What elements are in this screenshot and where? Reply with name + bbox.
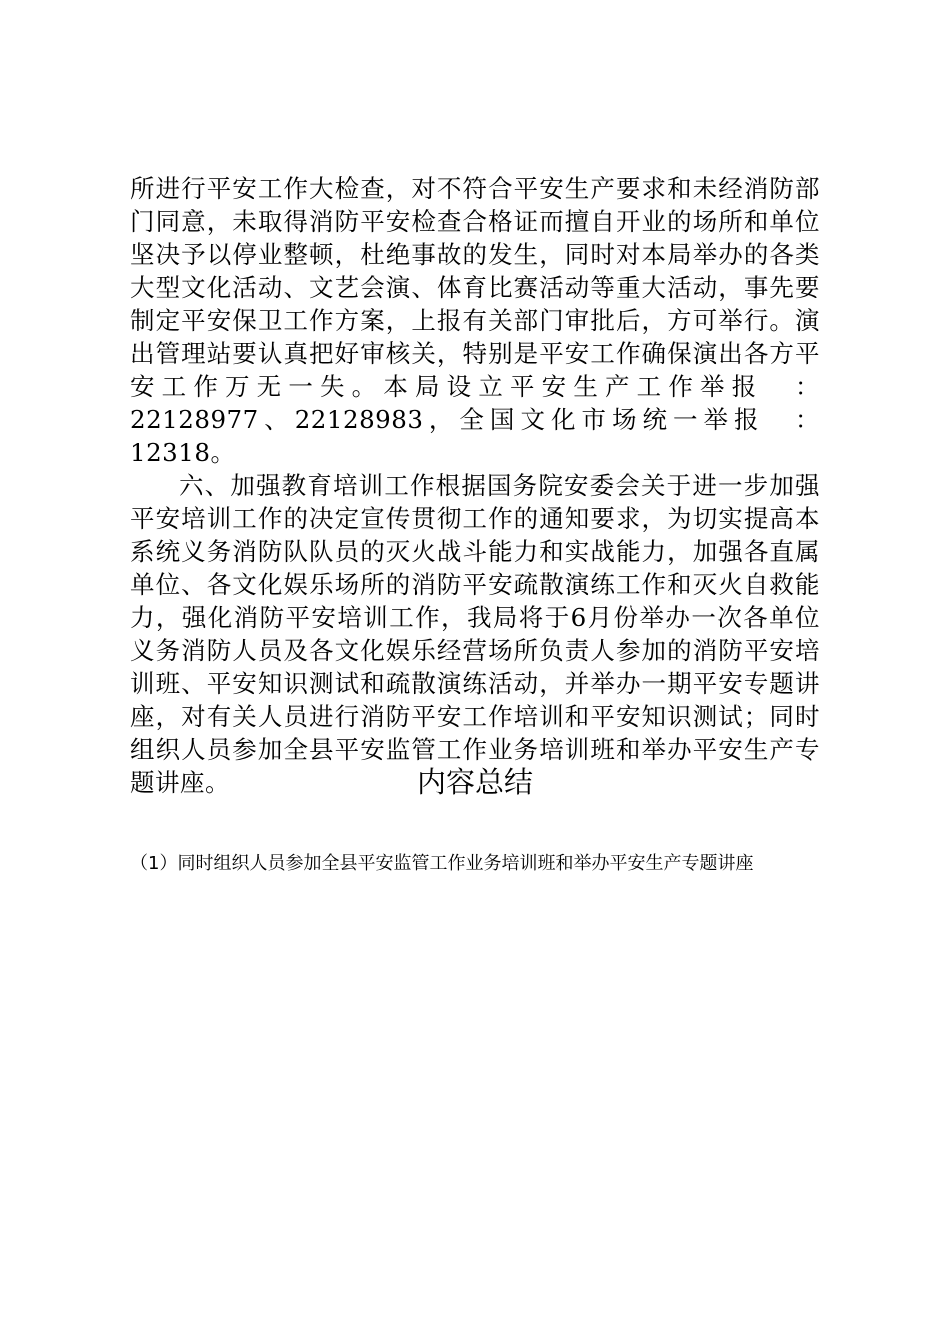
paragraph-section-six: 六、加强教育培训工作根据国务院安委会关于进一步加强平安培训工作的决定宣传贯彻工作的通知要求，为切实提高本系统义务消防队队员的灭火战斗能力和实战能力，加强各直属单位、各文化娱乐场所的消防平安疏散演练工作和灭火自救能力，强化消防平安培训工作，我局将于6月份举办一次各单位义务消防人员及各文化娱乐经营场所负责人参加的消防平安培训班、平安知识测试和疏散演练活动，并举办一期平安专题讲座，对有关人员进行消防平安工作培训和平安知识测试；同时组织人员参加全县平安监管工作业务培训班和举办平安生产专题讲座。	[130, 471, 820, 797]
summary-item: （1）同时组织人员参加全县平安监管工作业务培训班和举办平安生产专题讲座	[130, 853, 754, 874]
summary-title: 内容总结	[416, 765, 533, 799]
paragraph-continued: 所进行平安工作大检查，对不符合平安生产要求和未经消防部门同意，未取得消防平安检查合格证而擅自开业的场所和单位坚决予以停业整顿，杜绝事故的发生，同时对本局举办的各类大型文化活动、文艺会演、体育比赛活动等重大活动，事先要制定平安保卫工作方案，上报有关部门审批后，方可举行。演出管理站要认真把好审核关，特别是平安工作确保演出各方平安工作万无一失。本局设立平安生产工作举报 ：22128977、22128983，全国文化市场统一举报 ：12318。	[130, 174, 820, 467]
body-text	[130, 172, 820, 799]
